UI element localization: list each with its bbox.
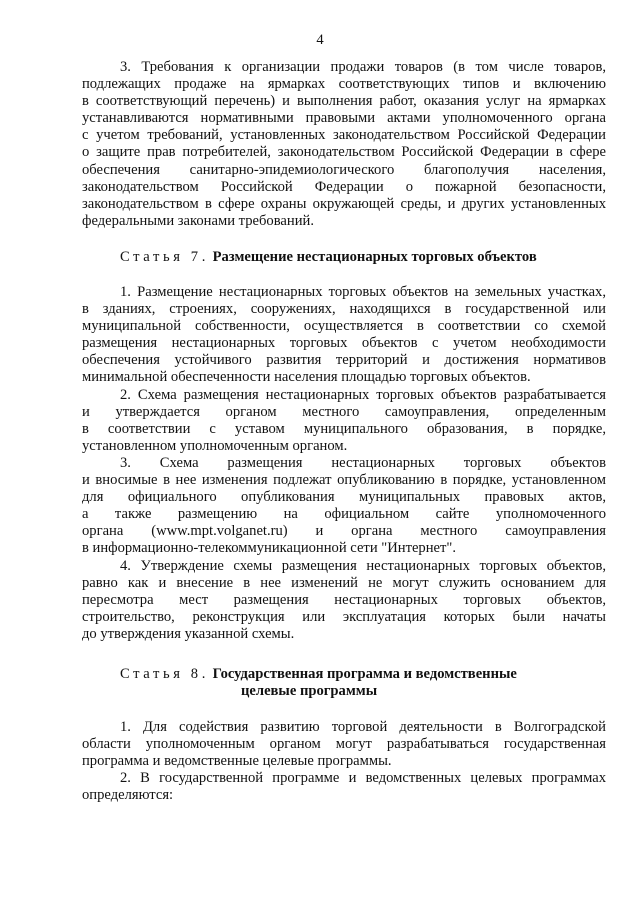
text-line: 3. Схема размещения нестационарных торговых объектов <box>120 454 606 471</box>
text-line: 2. В государственной программе и ведомственных целевых программах <box>120 770 606 787</box>
text-line: с учетом требований, установленных законодательством Российской Федерации <box>82 127 606 144</box>
text-line: определяются: <box>82 787 174 804</box>
text-line: программа и ведомственные целевые программы. <box>82 753 392 770</box>
text-line: и утверждается органом местного самоуправления, определенным <box>82 403 606 420</box>
article-7-prefix: Статья 7. <box>120 249 209 265</box>
text-line: пересмотра мест размещения нестационарных торговых объектов, <box>82 591 606 608</box>
text-line: органа (www.mpt.volganet.ru) и органа местного самоуправления <box>82 523 606 540</box>
article-8-title-line-1: Государственная программа и ведомственные <box>212 666 517 682</box>
text-line: законодательством в сфере охраны окружающей среды, и других установленных <box>82 195 606 212</box>
article-8-title-line-2: целевые программы <box>241 683 378 700</box>
article-7-heading <box>120 249 610 266</box>
text-line: 3. Требования к организации продажи товаров (в том числе товаров, <box>120 59 606 75</box>
text-line: в соответствии с уставом муниципального образования, в порядке, <box>82 420 606 437</box>
text-line: а также размещению на официальном сайте уполномоченного <box>82 506 606 523</box>
article-8-prefix: Статья 8. <box>120 666 209 682</box>
text-line: в зданиях, строениях, сооружениях, находящихся в государственной или <box>82 301 606 318</box>
article-8-heading <box>120 666 610 700</box>
page-number: 4 <box>316 32 324 48</box>
text-line: строительство, реконструкция или эксплуатация которых были начаты <box>82 608 606 625</box>
text-line: минимальной обеспеченности населения площадью торговых объектов. <box>82 369 531 386</box>
text-line: обеспечения санитарно-эпидемиологического благополучия населения, <box>82 161 606 178</box>
article-7-title: Размещение нестационарных торговых объектов <box>212 249 537 265</box>
text-line: федеральными законами требований. <box>82 212 314 229</box>
text-line: 2. Схема размещения нестационарных торговых объектов разрабатывается <box>120 386 606 403</box>
text-line: установленном уполномоченным органом. <box>82 437 348 454</box>
text-line: и вносимые в нее изменения подлежат опубликованию в порядке, установленном <box>82 472 606 489</box>
text-line: муниципальной собственности, осуществляется в соответствии со схемой <box>82 318 606 335</box>
text-line: в информационно-телекоммуникационной сети "Интернет". <box>82 540 456 557</box>
text-line: 1. Размещение нестационарных торговых объектов на земельных участках, <box>120 284 606 300</box>
text-line: устанавливаются нормативными правовыми актами уполномоченного органа <box>82 110 606 127</box>
text-line: для официального опубликования муниципальных правовых актов, <box>82 489 606 506</box>
text-line: обеспечения устойчивого развития территорий и достижения нормативов <box>82 352 606 369</box>
text-line: размещения нестационарных торговых объектов с учетом необходимости <box>82 335 606 352</box>
text-line: равно как и внесение в нее изменений не могут служить основанием для <box>82 574 606 591</box>
text-line: 4. Утверждение схемы размещения нестационарных торговых объектов, <box>120 557 606 574</box>
top-paragraph <box>82 59 606 230</box>
text-line: подлежащих продаже на ярмарках соответствующих типов и включению <box>82 76 606 93</box>
article-8-body <box>82 719 606 804</box>
text-line: области уполномоченным органом могут разрабатываться государственная <box>82 736 606 753</box>
text-line: законодательством Российской Федерации о пожарной безопасности, <box>82 178 606 195</box>
text-line: 1. Для содействия развитию торговой деятельности в Волгоградской <box>120 719 606 735</box>
text-line: до утверждения указанной схемы. <box>82 625 295 642</box>
text-line: о защите прав потребителей, законодательством Российской Федерации в сфере <box>82 144 606 161</box>
article-7-body <box>82 284 606 643</box>
text-line: в соответствующий перечень) и выполнения работ, оказания услуг на ярмарках <box>82 93 606 110</box>
